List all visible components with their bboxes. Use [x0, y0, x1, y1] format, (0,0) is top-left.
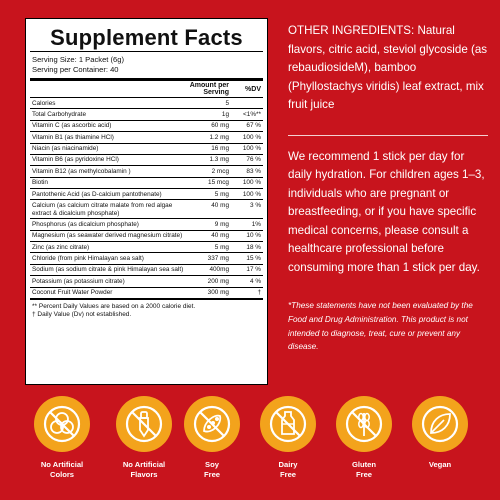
nutrient-dv: 18 % — [246, 243, 261, 251]
badge-dairy-free — [258, 396, 318, 479]
badge-label: Vegan — [428, 460, 452, 469]
nutrient-name: Pantothenic Acid (as D-calcium pantothenate) — [32, 190, 162, 198]
table-row — [30, 108, 263, 119]
table-row — [30, 252, 263, 263]
nutrient-name: Vitamin B12 (as methylcobalamin ) — [32, 167, 131, 175]
wheat-crossed-icon — [336, 396, 392, 452]
nutrient-name: Zinc (as zinc citrate) — [32, 243, 90, 251]
badge-label: Dairy Free — [278, 460, 298, 479]
nutrient-amount: 2 mcg — [211, 167, 229, 175]
nutrient-dv: 100 % — [242, 190, 261, 198]
nutrient-amount: 40 mg — [211, 232, 229, 240]
leaf-icon — [412, 396, 468, 452]
nutrient-amount: 5 mg — [214, 243, 229, 251]
dropper-crossed-icon — [116, 396, 172, 452]
badge-label: Gluten Free — [351, 460, 377, 479]
badge-no-artificial-colors — [32, 396, 92, 479]
badge-label: Soy Free — [203, 460, 221, 479]
soy-crossed-icon — [184, 396, 240, 452]
nutrient-amount: 40 mg — [211, 201, 229, 209]
badge-label: No Artificial Flavors — [122, 460, 166, 479]
nutrient-amount: 1.2 mg — [209, 133, 229, 141]
nutrient-amount: 16 mg — [211, 145, 229, 153]
table-row — [30, 199, 263, 218]
table-row — [30, 177, 263, 188]
table-row — [30, 241, 263, 252]
nutrient-dv: 67 % — [246, 122, 261, 130]
footnote: † Daily Value (Dv) not established. — [32, 310, 132, 318]
nutrient-dv: 3 % — [249, 201, 261, 209]
nutrient-name: Vitamin B6 (as pyridoxine HCl) — [32, 156, 119, 164]
amount-header: Amount per Serving — [189, 82, 229, 96]
nutrient-amount: 5 mg — [214, 190, 229, 198]
table-row — [30, 97, 263, 108]
table-row — [30, 264, 263, 275]
badge-gluten-free — [334, 396, 394, 479]
table-row — [30, 165, 263, 176]
nutrient-dv: 100 % — [242, 179, 261, 187]
nutrient-dv: 76 % — [246, 156, 261, 164]
dv-header: %DV — [245, 85, 261, 93]
badge-no-artificial-flavors — [114, 396, 174, 479]
nutrient-name: Magnesium (as seawater derived magnesium citrate) — [32, 232, 183, 240]
supplement-facts-panel — [25, 18, 268, 385]
badge-vegan — [410, 396, 470, 470]
table-row — [30, 275, 263, 286]
nutrient-dv: <1%** — [243, 110, 261, 118]
nutrient-amount: 60 mg — [211, 122, 229, 130]
usage-recommendation: We recommend 1 stick per day for daily hydration. For children ages 1–3, individuals who are pregnant or breastfeeding, or if you have specific medical concerns, please consult a healthcare professional before consuming more than 1 stick per day. — [288, 149, 485, 274]
nutrient-name: Calcium (as calcium citrate malate from red algae extract & dicalcium phosphate) — [32, 201, 173, 217]
other-ingredients: OTHER INGREDIENTS: Natural flavors, citric acid, steviol glycoside (as rebaudiosideM), bamboo (Phyllostachys viridis) leaf extract, mix fruit juice — [288, 24, 488, 111]
nutrient-dv: 17 % — [246, 266, 261, 274]
nutrient-name: Calories — [32, 99, 56, 107]
nutrient-name: Sodium (as sodium citrate & pink Himalayan sea salt) — [32, 266, 184, 274]
nutrient-dv: 10 % — [246, 232, 261, 240]
footnote: ** Percent Daily Values are based on a 2000 calorie diet. — [32, 302, 196, 310]
fda-disclaimer: *These statements have not been evaluated by the Food and Drug Administration. This product is not intended to diagnose, treat, cure or prevent any disease. — [288, 301, 473, 352]
nutrient-dv: 1% — [251, 220, 261, 228]
nutrient-dv: 100 % — [242, 145, 261, 153]
nutrient-dv: 83 % — [246, 167, 261, 175]
amount-header-row — [30, 81, 263, 97]
table-row — [30, 143, 263, 154]
servings-per-container: Serving per Container: 40 — [32, 65, 119, 74]
nutrient-name: Coconut Fruit Water Powder — [32, 289, 113, 297]
feature-badges — [0, 396, 500, 500]
table-row — [30, 287, 263, 298]
nutrient-amount: 200 mg — [207, 277, 229, 285]
nutrient-amount: 400mg — [209, 266, 229, 274]
divider — [288, 135, 488, 136]
nutrient-name: Vitamin B1 (as thiamine HCl) — [32, 133, 114, 141]
table-row — [30, 188, 263, 199]
table-row — [30, 230, 263, 241]
nutrient-name: Potassium (as potassium citrate) — [32, 277, 125, 285]
nutrient-amount: 9 mg — [214, 220, 229, 228]
nutrient-dv: † — [257, 289, 261, 297]
badge-soy-free — [182, 396, 242, 479]
nutrient-amount: 337 mg — [207, 255, 229, 263]
serving-size: Serving Size: 1 Packet (6g) — [32, 55, 125, 64]
nutrient-dv: 100 % — [242, 133, 261, 141]
nutrient-name: Biotin — [32, 179, 48, 187]
nutrient-amount: 300 mg — [207, 289, 229, 297]
nutrient-dv: 4 % — [249, 277, 261, 285]
table-row — [30, 154, 263, 165]
facts-footnotes — [30, 298, 263, 322]
facts-title: Supplement Facts — [50, 25, 243, 50]
nutrient-name: Vitamin C (as ascorbic acid) — [32, 122, 112, 130]
nutrient-amount: 1.3 mg — [209, 156, 229, 164]
nutrient-name: Chloride (from pink Himalayan sea salt) — [32, 255, 144, 263]
color-drops-crossed-icon — [34, 396, 90, 452]
milk-bottle-crossed-icon — [260, 396, 316, 452]
nutrient-amount: 15 mcg — [208, 179, 229, 187]
nutrient-amount: 1g — [221, 110, 229, 118]
serving-info — [30, 52, 263, 78]
nutrient-table — [30, 97, 263, 298]
info-column — [288, 22, 488, 354]
table-row — [30, 218, 263, 229]
nutrient-name: Total Carbohydrate — [32, 110, 86, 118]
badge-label: No Artificial Colors — [40, 460, 84, 479]
nutrient-dv: 15 % — [246, 255, 261, 263]
nutrient-name: Phosphorus (as dicalcium phosphate) — [32, 220, 139, 228]
table-row — [30, 120, 263, 131]
table-row — [30, 131, 263, 142]
nutrient-name: Niacin (as niacinamide) — [32, 145, 99, 153]
nutrient-amount: 5 — [225, 99, 229, 107]
